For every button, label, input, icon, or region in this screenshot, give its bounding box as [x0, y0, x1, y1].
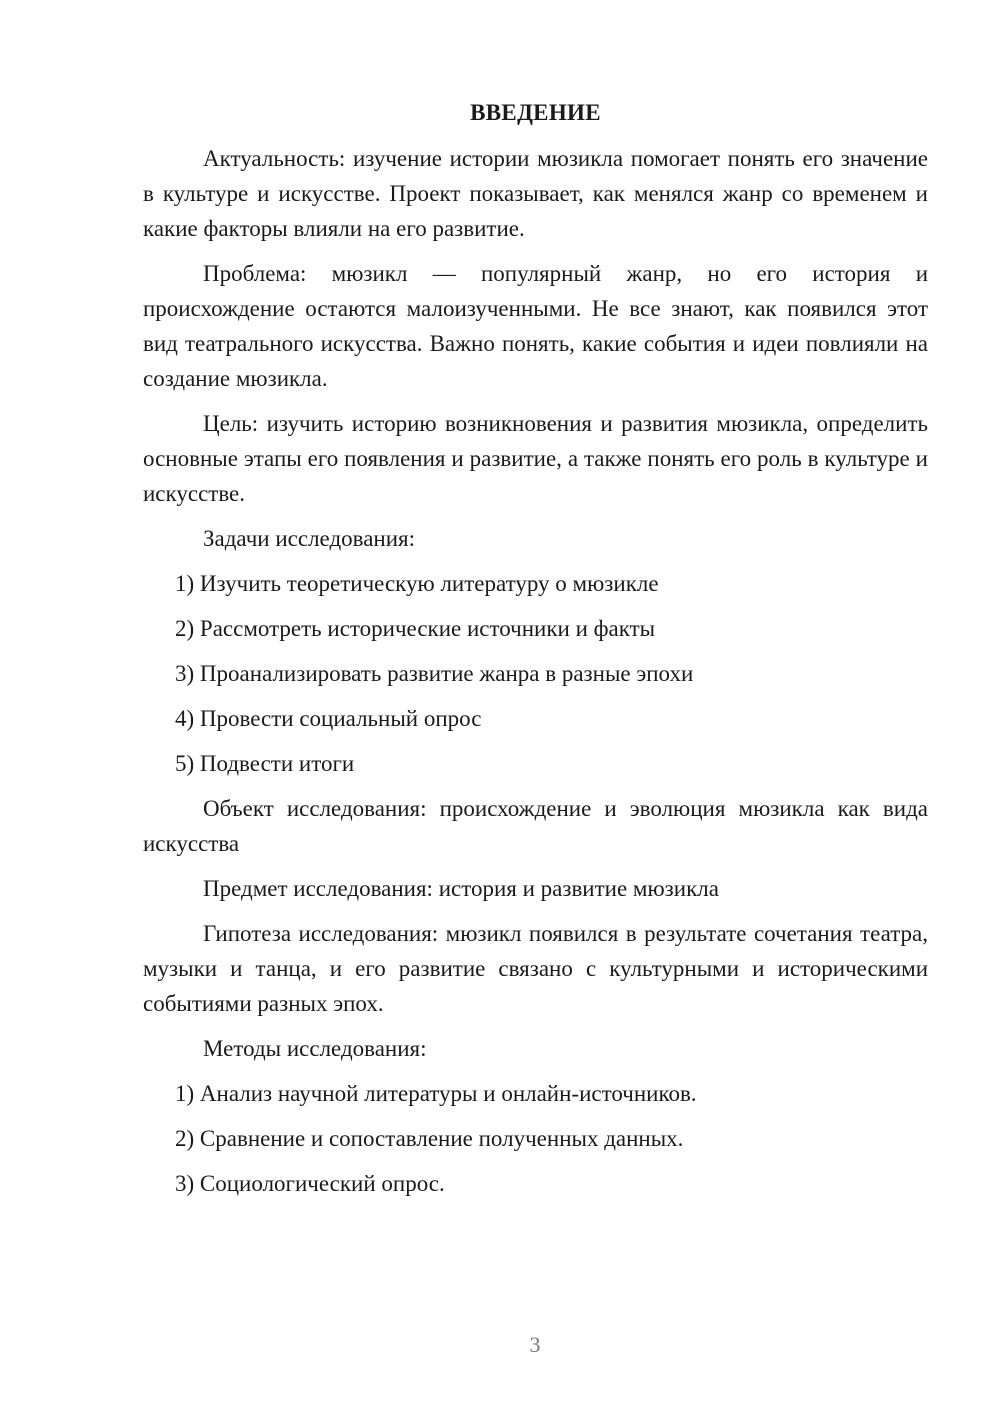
tasks-list: [143, 566, 928, 781]
section-title: ВВЕДЕНИЕ: [470, 100, 601, 125]
tasks-heading: Задачи исследования:: [203, 526, 416, 551]
goal-paragraph: Цель: изучить историю возникновения и развития мюзикла, определить основные этапы его появления и развитие, а также понять его роль в культуре и искусстве.: [143, 411, 928, 506]
page-number: 3: [529, 1332, 541, 1357]
list-item: 3) Социологический опрос.: [175, 1171, 445, 1196]
list-item: 1) Изучить теоретическую литературу о мюзикле: [175, 571, 659, 596]
list-item: 4) Провести социальный опрос: [175, 706, 482, 731]
list-item: 1) Анализ научной литературы и онлайн-источников.: [175, 1081, 697, 1106]
list-item: 5) Подвести итоги: [175, 751, 355, 776]
methods-list: [143, 1076, 928, 1201]
object-paragraph: Объект исследования: происхождение и эволюция мюзикла как вида искусства: [143, 796, 928, 856]
methods-heading: Методы исследования:: [203, 1036, 427, 1061]
hypothesis-paragraph: Гипотеза исследования: мюзикл появился в результате сочетания театра, музыки и танца, и его развитие связано с культурными и историческими событиями разных эпох.: [143, 921, 928, 1016]
relevance-paragraph: Актуальность: изучение истории мюзикла помогает понять его значение в культуре и искусстве. Проект показывает, как менялся жанр со временем и какие факторы влияли на его развитие.: [143, 146, 928, 241]
subject-paragraph: Предмет исследования: история и развитие мюзикла: [203, 876, 719, 901]
list-item: 2) Рассмотреть исторические источники и факты: [175, 616, 656, 641]
list-item: 2) Сравнение и сопоставление полученных данных.: [175, 1126, 684, 1151]
problem-paragraph: Проблема: мюзикл — популярный жанр, но его история и происхождение остаются малоизученными. Не все знают, как появился этот вид театрального искусства. Важно понять, какие события и идеи повлияли на создание мюзикла.: [143, 261, 928, 391]
list-item: 3) Проанализировать развитие жанра в разные эпохи: [175, 661, 694, 686]
document-page: [143, 95, 928, 1211]
